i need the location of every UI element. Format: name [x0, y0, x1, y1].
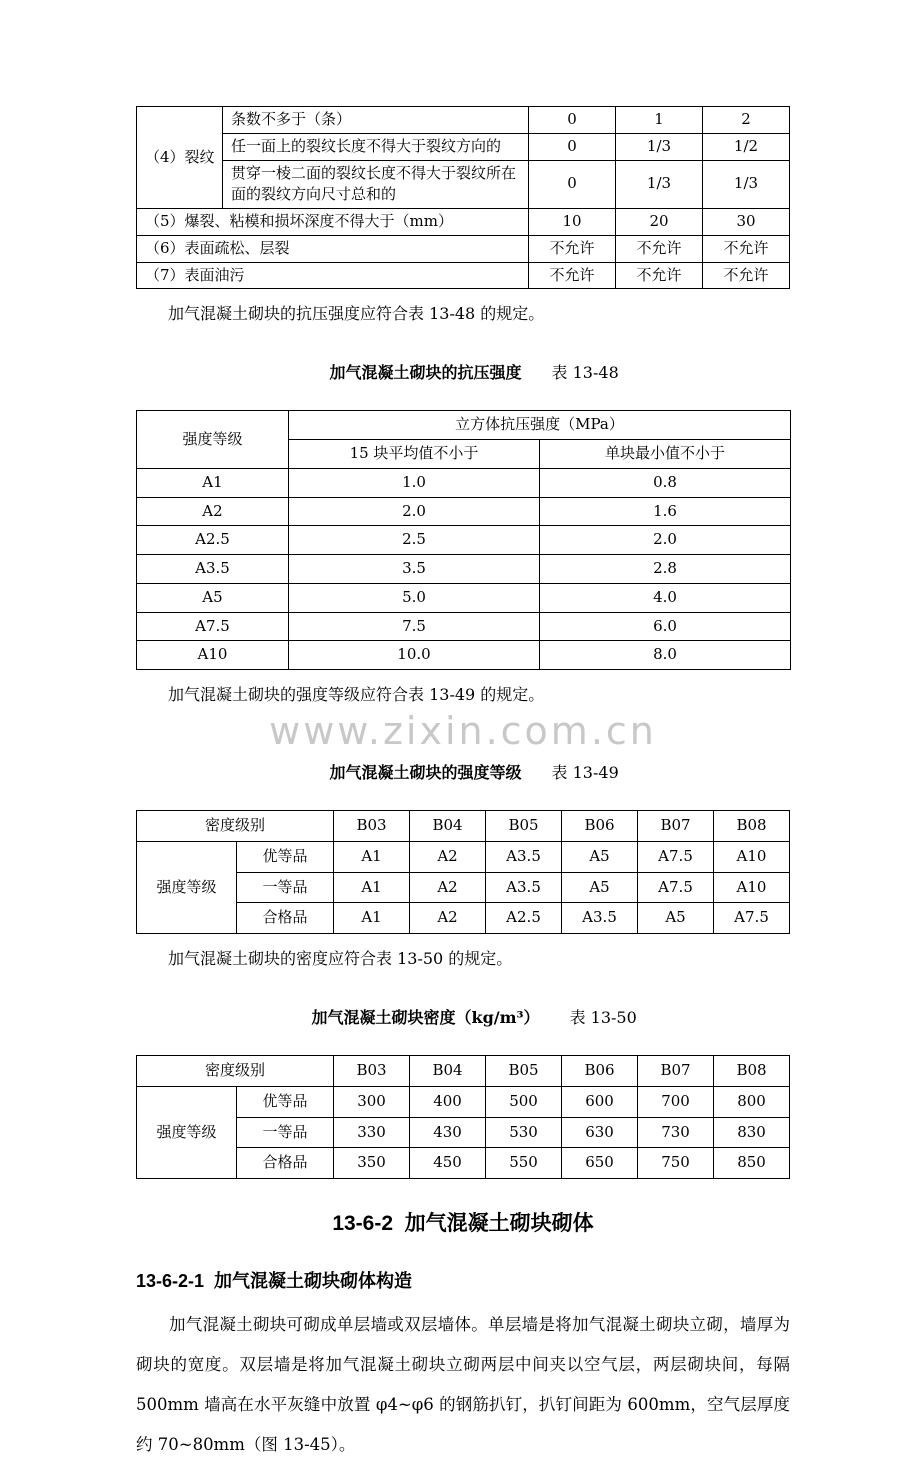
subsection-heading: 13-6-2-1 加气混凝土砌块砌体构造	[136, 1271, 413, 1291]
row-group-label: 强度等级	[137, 841, 237, 933]
cell-value: 450	[410, 1148, 486, 1179]
cell-grade: A7.5	[137, 612, 289, 641]
cell-value: 7.5	[289, 612, 540, 641]
cell-value: 0	[529, 160, 616, 209]
density-table	[136, 1055, 790, 1179]
cell-class: 合格品	[237, 903, 334, 934]
table-row	[137, 1086, 790, 1117]
intro-paragraph-48: 加气混凝土砌块的抗压强度应符合表 13-48 的规定。	[168, 304, 545, 324]
table-row	[137, 160, 790, 209]
watermark-text: www.zixin.com.cn	[269, 709, 657, 753]
cell-value: A1	[334, 903, 410, 934]
cell-grade: A3.5	[137, 555, 289, 584]
header-density: 密度级别	[137, 1056, 334, 1087]
cell-value: 0	[529, 133, 616, 160]
cell-grade: A2	[137, 497, 289, 526]
strength-grade-table	[136, 810, 790, 934]
header-col: B03	[334, 811, 410, 842]
cell-class: 合格品	[237, 1148, 334, 1179]
cell-desc: 条数不多于（条）	[223, 107, 529, 134]
table-row	[137, 583, 791, 612]
table-row	[137, 526, 791, 555]
table48-ref: 表 13-48	[551, 363, 619, 383]
cell-value: 730	[638, 1117, 714, 1148]
table50-title-text: 加气混凝土砌块密度（kg/m³）	[311, 1008, 540, 1027]
cell-grade: A10	[137, 641, 289, 670]
cell-value: A1	[334, 872, 410, 903]
section-heading: 13-6-2 加气混凝土砌块砌体	[332, 1212, 594, 1235]
cell-grade: A2.5	[137, 526, 289, 555]
document-page	[136, 0, 790, 1465]
cell-value: A7.5	[638, 872, 714, 903]
table50-title	[136, 986, 790, 1047]
cell-value: 不允许	[703, 235, 790, 262]
cell-value: A2	[410, 903, 486, 934]
cell-value: 1/3	[703, 160, 790, 209]
cell-value: 不允许	[703, 262, 790, 289]
cell-value: 830	[714, 1117, 790, 1148]
table-row	[137, 612, 791, 641]
table-row	[137, 641, 791, 670]
cell-value: 不允许	[616, 235, 703, 262]
cell-desc: 贯穿一棱二面的裂纹长度不得大于裂纹所在面的裂纹方向尺寸总和的	[223, 160, 529, 209]
cell-value: 10.0	[289, 641, 540, 670]
cell-value: 1/3	[616, 133, 703, 160]
header-col: B03	[334, 1056, 410, 1087]
cell-value: 1/2	[703, 133, 790, 160]
cell-value: A3.5	[562, 903, 638, 934]
header-span: 立方体抗压强度（MPa）	[289, 411, 791, 440]
cell-value: A10	[714, 872, 790, 903]
cell-value: 不允许	[529, 262, 616, 289]
cell-value: 2.0	[540, 526, 791, 555]
cell-value: A10	[714, 841, 790, 872]
table-row	[137, 555, 791, 584]
table-row	[137, 133, 790, 160]
subheader-min: 单块最小值不小于	[540, 440, 791, 469]
table50-ref: 表 13-50	[569, 1008, 637, 1027]
table-row	[137, 262, 790, 289]
cell-value: 330	[334, 1117, 410, 1148]
cell-value: 750	[638, 1148, 714, 1179]
cell-value: A5	[638, 903, 714, 934]
cell-value: A7.5	[638, 841, 714, 872]
intro-paragraph-50: 加气混凝土砌块的密度应符合表 13-50 的规定。	[168, 949, 513, 968]
cell-value: 530	[486, 1117, 562, 1148]
table49-ref: 表 13-49	[551, 763, 619, 782]
cell-value: 不允许	[529, 235, 616, 262]
table48-title	[136, 341, 790, 402]
table-row	[137, 411, 791, 440]
cell-class: 一等品	[237, 1117, 334, 1148]
cell-value: A2	[410, 841, 486, 872]
cell-desc: （7）表面油污	[137, 262, 529, 289]
defect-table	[136, 106, 790, 289]
header-grade: 强度等级	[137, 411, 289, 469]
compressive-strength-table	[136, 410, 791, 670]
cell-value: 2.5	[289, 526, 540, 555]
cell-value: 2.0	[289, 497, 540, 526]
header-col: B08	[714, 811, 790, 842]
table-row	[137, 209, 790, 236]
cell-value: 1.0	[289, 468, 540, 497]
cell-value: 5.0	[289, 583, 540, 612]
cell-value: 0.8	[540, 468, 791, 497]
body-paragraph: 加气混凝土砌块可砌成单层墙或双层墙体。单层墙是将加气混凝土砌块立砌，墙厚为砌块的宽度。双层墙是将加气混凝土砌块立砌两层中间夹以空气层，两层砌块间，每隔 500mm 墙高在水平灰缝中放置 φ4~φ6 的钢筋扒钉，扒钉间距为 600mm，空气层厚度约 70~80mm（图 13-45）。	[136, 1315, 790, 1454]
header-col: B06	[562, 1056, 638, 1087]
header-col: B06	[562, 811, 638, 842]
table48-title-text: 加气混凝土砌块的抗压强度	[329, 363, 522, 383]
cell-grade: A5	[137, 583, 289, 612]
cell-value: 0	[529, 107, 616, 134]
intro-paragraph-49: 加气混凝土砌块的强度等级应符合表 13-49 的规定。	[168, 685, 545, 704]
header-col: B07	[638, 811, 714, 842]
cell-value: 4.0	[540, 583, 791, 612]
cell-value: A5	[562, 841, 638, 872]
cell-value: 400	[410, 1086, 486, 1117]
cell-class: 一等品	[237, 872, 334, 903]
cell-value: 1/3	[616, 160, 703, 209]
cell-value: 550	[486, 1148, 562, 1179]
cell-value: 30	[703, 209, 790, 236]
header-col: B05	[486, 1056, 562, 1087]
cell-value: A3.5	[486, 872, 562, 903]
cell-value: 8.0	[540, 641, 791, 670]
cell-value: A3.5	[486, 841, 562, 872]
cell-value: 6.0	[540, 612, 791, 641]
cell-value: 800	[714, 1086, 790, 1117]
table-row	[137, 468, 791, 497]
cell-desc: 任一面上的裂纹长度不得大于裂纹方向的	[223, 133, 529, 160]
header-density: 密度级别	[137, 811, 334, 842]
cell-class: 优等品	[237, 841, 334, 872]
cell-value: 1	[616, 107, 703, 134]
cell-desc: （5）爆裂、粘模和损坏深度不得大于（mm）	[137, 209, 529, 236]
cell-value: 300	[334, 1086, 410, 1117]
cell-value: 2.8	[540, 555, 791, 584]
cell-value: 850	[714, 1148, 790, 1179]
cell-value: 500	[486, 1086, 562, 1117]
cell-value: A2	[410, 872, 486, 903]
cell-value: 630	[562, 1117, 638, 1148]
table-row	[137, 841, 790, 872]
cell-value: 350	[334, 1148, 410, 1179]
header-col: B04	[410, 1056, 486, 1087]
cell-value: 430	[410, 1117, 486, 1148]
subheader-avg: 15 块平均值不小于	[289, 440, 540, 469]
header-col: B07	[638, 1056, 714, 1087]
header-col: B04	[410, 811, 486, 842]
cell-value: 1.6	[540, 497, 791, 526]
table49-title	[136, 709, 790, 802]
cell-desc: （6）表面疏松、层裂	[137, 235, 529, 262]
header-col: B05	[486, 811, 562, 842]
cell-value: A7.5	[714, 903, 790, 934]
table-row	[137, 497, 791, 526]
defect-group-label: （4）裂纹	[137, 107, 223, 209]
cell-value: A5	[562, 872, 638, 903]
cell-value: A2.5	[486, 903, 562, 934]
table-row	[137, 811, 790, 842]
cell-value: 10	[529, 209, 616, 236]
cell-value: 2	[703, 107, 790, 134]
cell-value: 3.5	[289, 555, 540, 584]
cell-grade: A1	[137, 468, 289, 497]
cell-value: 600	[562, 1086, 638, 1117]
table-row	[137, 235, 790, 262]
table49-title-text: 加气混凝土砌块的强度等级	[329, 763, 522, 782]
cell-class: 优等品	[237, 1086, 334, 1117]
cell-value: 不允许	[616, 262, 703, 289]
cell-value: 20	[616, 209, 703, 236]
cell-value: 700	[638, 1086, 714, 1117]
cell-value: A1	[334, 841, 410, 872]
row-group-label: 强度等级	[137, 1086, 237, 1178]
cell-value: 650	[562, 1148, 638, 1179]
header-col: B08	[714, 1056, 790, 1087]
table-row	[137, 107, 790, 134]
table-row	[137, 1056, 790, 1087]
